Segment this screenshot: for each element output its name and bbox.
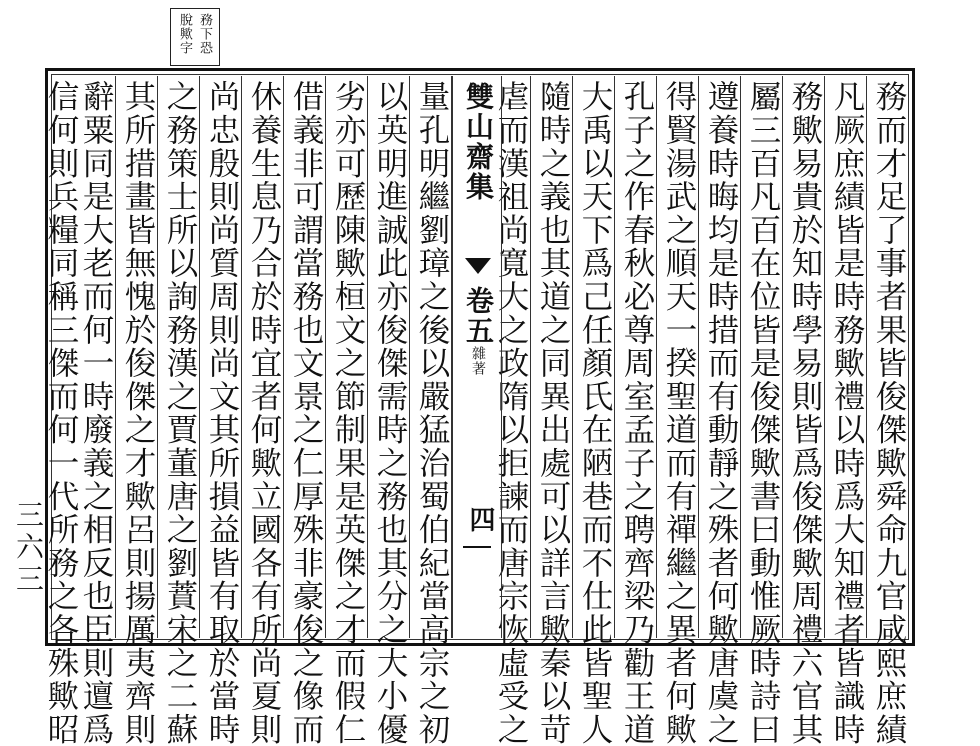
- page-number: 三六三: [12, 500, 45, 596]
- text-column-l7: 之務策士所以詢務漢之賈董唐之劉蕡宋之二蘇: [160, 76, 200, 638]
- book-title: 雙山齋集: [462, 82, 495, 202]
- center-fold: [452, 76, 502, 638]
- text-column-l2: 以英明進誠此亦俊傑需時之務也其分之大小優: [370, 76, 410, 638]
- margin-note-line-2: 脫歟字: [177, 13, 192, 55]
- margin-note-line-1: 務下恐: [197, 13, 212, 55]
- text-column-r8: 大禹以天下爲己任顏氏在陋巷而不仕此皆聖人: [575, 76, 615, 638]
- text-column-r2: 凡厥庶績皆是時務歟禮以時爲大知禮者皆識時: [827, 76, 867, 638]
- text-column-l3: 劣亦可歷陳歟桓文之節制果是英傑之才而假仁: [328, 76, 368, 638]
- text-column-l4: 借義非可謂當務也文景之仁厚殊非豪俊之像而: [286, 76, 326, 638]
- text-column-l5: 休養生息乃合於時宜者何歟立國各有所尚夏則: [244, 76, 284, 638]
- text-column-r5: 遵養時晦均是時措而有動靜之殊者何歟唐虞之: [701, 76, 741, 638]
- text-column-r4: 屬三百凡百在位皆是俊傑歟書曰動惟厥時詩曰: [743, 76, 783, 638]
- text-column-l1: 量孔明繼劉璋之後以嚴猛治蜀伯紀當高宗之初: [412, 76, 452, 638]
- text-column-r1: 務而才足了事者果皆俊傑歟舜命九官咸熙庶績: [869, 76, 909, 638]
- text-column-r3: 務歟易貴於知時學易則皆爲俊傑歟周禮六官其: [785, 76, 825, 638]
- margin-note: [170, 8, 220, 66]
- text-column-l8: 其所措畫皆無愧於俊傑之才歟呂則揚厲夷齊則: [118, 76, 158, 638]
- text-column-r9: 隨時之義也其道之同異出處可以詳言歟秦以苛: [533, 76, 573, 638]
- text-column-l10: 信何則兵糧同稱三傑而何一代所務之各殊歟昭: [43, 80, 79, 746]
- leaf-number: 四: [465, 506, 495, 532]
- section-label: 雜著: [470, 346, 486, 376]
- fish-tail-mark: [465, 258, 491, 274]
- text-column-r10: 虐而漢祖尚寬大之政隋以拒諫而唐宗恢虛受之: [491, 76, 531, 638]
- leaf-divider: [463, 546, 491, 548]
- text-column-r6: 得賢湯武之順天一揆聖道而有禪繼之異者何歟: [659, 76, 699, 638]
- text-column-l9: 辭粟同是大老而何一時廢義之相反也臣則邅爲: [76, 76, 116, 638]
- juan-label: 卷五: [462, 286, 495, 346]
- text-column-l6: 尚忠殷則尚質周則尚文其所損益皆有取於當時: [202, 76, 242, 638]
- text-column-r7: 孔子之作春秋必尊周室孟子之聘齊梁乃勸王道: [617, 76, 657, 638]
